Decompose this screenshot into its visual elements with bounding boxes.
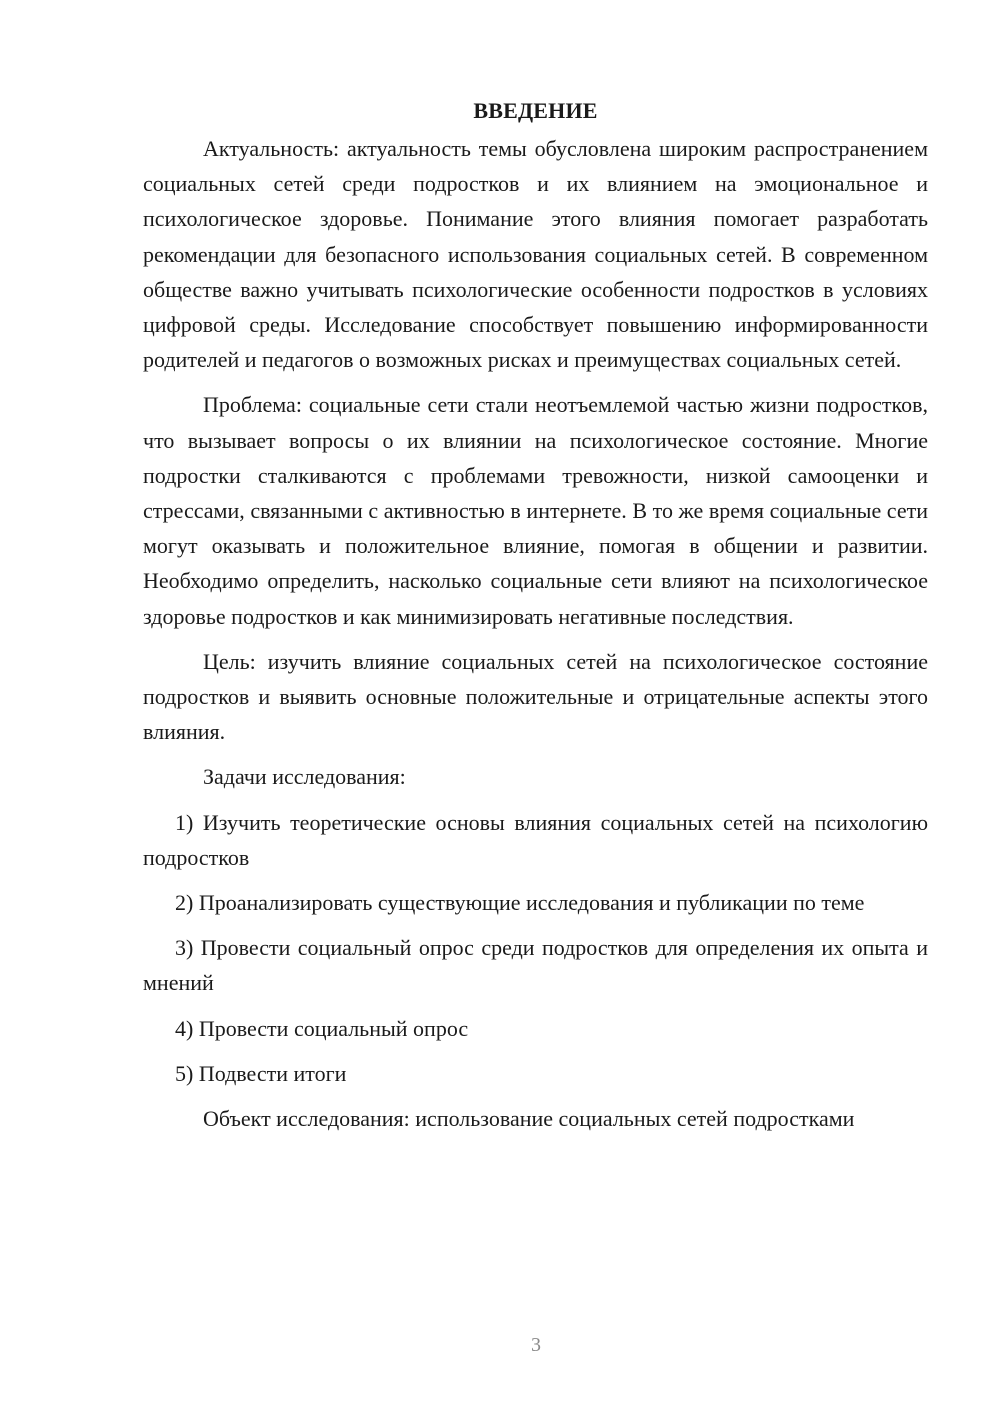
goal-paragraph: Цель: изучить влияние социальных сетей на психологическое состояние подростков и выявить основные положительные и отрицательные аспекты этого влияния. <box>143 648 928 745</box>
task-item-1: 1) Изучить теоретические основы влияния социальных сетей на психологию подростков <box>143 809 928 870</box>
page-content <box>143 96 928 1146</box>
tasks-heading: Задачи исследования: <box>203 764 406 790</box>
object-paragraph: Объект исследования: использование социальных сетей подростками <box>203 1106 855 1132</box>
section-title: ВВЕДЕНИЕ <box>473 98 598 123</box>
relevance-paragraph: Актуальность: актуальность темы обусловлена широким распространением социальных сетей среди подростков и их влиянием на эмоциональное и психологическое здоровье. Понимание этого влияния помогает разработать рекомендации для безопасного использования социальных сетей. В современном обществе важно учитывать психологические особенности подростков в условиях цифровой среды. Исследование способствует повышению информированности родителей и педагогов о возможных рисках и преимуществах социальных сетей. <box>143 136 928 373</box>
task-item-2: 2) Проанализировать существующие исследования и публикации по теме <box>175 890 865 916</box>
task-item-5: 5) Подвести итоги <box>175 1060 347 1086</box>
task-item-3: 3) Провести социальный опрос среди подростков для определения их опыта и мнений <box>143 935 928 996</box>
page-number: 3 <box>531 1334 541 1356</box>
task-item-4: 4) Провести социальный опрос <box>175 1015 469 1041</box>
problem-paragraph: Проблема: социальные сети стали неотъемлемой частью жизни подростков, что вызывает вопросы о их влиянии на психологическое состояние. Многие подростки сталкиваются с проблемами тревожности, низкой самооценки и стрессами, связанными с активностью в интернете. В то же время социальные сети могут оказывать и положительное влияние, помогая в общении и развитии. Необходимо определить, насколько социальные сети влияют на психологическое здоровье подростков и как минимизировать негативные последствия. <box>143 392 928 629</box>
